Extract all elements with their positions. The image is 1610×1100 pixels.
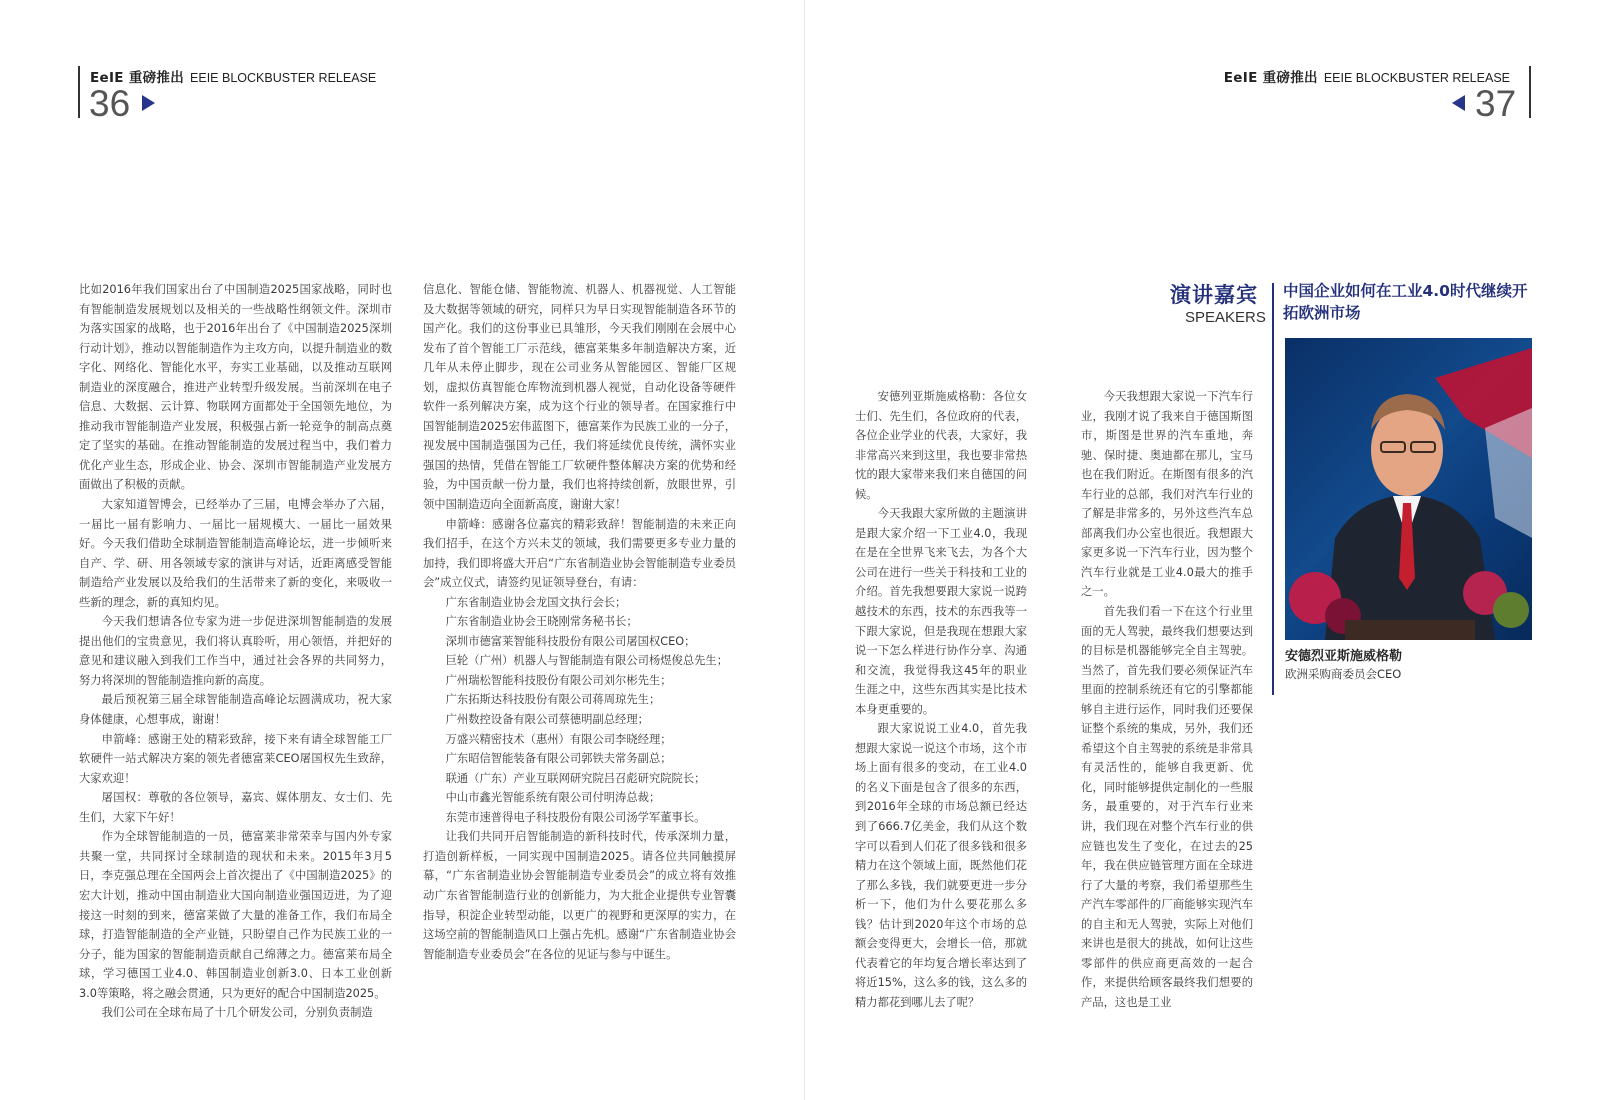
list-item: 广东昭信智能装备有限公司郭铁夫常务副总； <box>445 752 672 766</box>
paragraph: 我们公司在全球布局了十几个研发公司，分别负责制造 <box>101 1006 373 1020</box>
list-item: 广东省制造业协会龙国文执行会长； <box>445 595 627 609</box>
text-column-4 <box>1081 387 1253 1013</box>
title-bar <box>1272 283 1274 695</box>
list-item: 广州数控设备有限公司蔡德明副总经理； <box>445 713 649 727</box>
speaker-name: 安德烈亚斯施威格勒 <box>1285 649 1403 664</box>
paragraph: 申箭峰：感谢王处的精彩致辞，接下来有请全球智能工厂软硬件一站式解决方案的领先者德富莱CEO屠国权先生致辞，大家欢迎！ <box>79 732 392 785</box>
paragraph: 安德列亚斯施威格勒：各位女士们、先生们，各位政府的代表，各位企业学业的代表，大家好，我非常高兴来到这里，我也要非常热忱的跟大家带来我们来自德国的问候。 <box>855 390 1027 501</box>
paragraph: 首先我们看一下在这个行业里面的无人驾驶，最终我们想要达到的目标是机器能够完全自主驾驶。当然了，首先我们要必须保证汽车里面的控制系统还有它的引擎都能够自主进行运作，同时我们还要保证整个系统的集成，另外，我们还希望这个自主驾驶的系统是非常具有灵活性的，能够自我更新、优化，同时能够提供定制化的一些服务，最重要的，对于汽车行业来讲，我们现在对整个汽车行业的供应链也发生了变化，在过去的25年，我在供应链管理方面在全球进行了大量的考察，我们希望那些生产汽车零部件的厂商能够实现汽车的自主和无人驾驶，实际上对他们来讲也是很大的挑战，如何让这些零部件的供应商更高效的一起合作，来提供给顾客最终我们想要的产品，这也是工业 <box>1081 605 1253 1009</box>
paragraph: 今天我想跟大家说一下汽车行业，我刚才说了我来自于德国斯图市，斯图是世界的汽车重地，奔驰、保时捷、奥迪都在那儿，宝马也在我们附近。在斯图有很多的汽车行业的总部，我们对汽车行业的了解是非常多的，另外这些汽车总部离我们办公室也很近。我想跟大家更多说一下汽车行业，因为整个汽车行业就是工业4.0最大的推手之一。 <box>1081 390 1253 599</box>
header-brand-en: EEIE BLOCKBUSTER RELEASE <box>1323 71 1510 85</box>
list-item: 广州瑞松智能科技股份有限公司刘尔彬先生； <box>445 673 672 687</box>
header-rule <box>78 66 80 118</box>
paragraph: 作为全球智能制造的一员，德富莱非常荣幸与国内外专家共聚一堂，共同探讨全球制造的现状和未来。2015年3月5日，李克强总理在全国两会上首次提出了《中国制造2025》的宏大计划，推动中国由制造业大国向制造业强国迈进，为了迎接这一时刻的到来，德富莱做了大量的准备工作，我们布局全球，打造智能制造的全产业链，只盼望自己作为民族工业的一分子，能为国家的智能制造贡献自己绵薄之力。德富莱布局全球，学习德国工业4.0、韩国制造业创新3.0、日本工业创新3.0等策略，将之融会贯通，只为更好的配合中国制造2025。 <box>79 830 392 1000</box>
header-rule <box>1529 66 1531 118</box>
talk-title: 中国企业如何在工业4.0时代继续开拓欧洲市场 <box>1283 282 1528 322</box>
text-column-1 <box>79 280 392 1023</box>
list-item: 广东省制造业协会王晓刚常务秘书长； <box>445 615 638 629</box>
text-column-3 <box>855 387 1027 1013</box>
list-item: 深圳市德富莱智能科技股份有限公司屠国权CEO； <box>445 634 696 648</box>
section-title: 演讲嘉宾 <box>1170 283 1258 307</box>
list-item: 中山市鑫光智能系统有限公司付明涛总裁； <box>445 791 661 805</box>
header-brand: EeIE 重磅推出 <box>90 70 185 86</box>
paragraph: 跟大家说说工业4.0，首先我想跟大家说一说这个市场，这个市场上面有很多的变动，在工业4.0的名义下面是包含了很多的东西，到2016年全球的市场总额已经达到了666.7亿美金，我们从这个数字可以看到人们花了很多钱和很多精力在这个领域上面，既然他们花了那么多钱，我们就要更进一步分析一下，他们为什么要花那么多钱？估计到2020年这个市场的总额会变得更大，会增长一倍，那就代表着它的年均复合增长率达到了将近15%，这么多的钱，这么多的精力都花到哪儿去了呢？ <box>855 722 1027 1009</box>
list-item: 东莞市速普得电子科技股份有限公司汤学军董事长。 <box>445 810 706 824</box>
left-page <box>0 0 804 1100</box>
paragraph: 今天我们想请各位专家为进一步促进深圳智能制造的发展提出他们的宝贵意见，我们将认真聆听，用心领悟，并把好的意见和建议融入到我们工作当中，通过社会各界的共同努力，努力将深圳的智能制造推向新的高度。 <box>79 615 392 687</box>
triangle-right-icon <box>142 95 155 111</box>
header-brand: EeIE 重磅推出 <box>1223 70 1318 86</box>
speaker-role: 欧洲采购商委员会CEO <box>1285 667 1402 681</box>
list-item: 广东拓斯达科技股份有限公司蒋周琼先生； <box>445 693 661 707</box>
triangle-left-icon <box>1452 95 1465 111</box>
paragraph: 申箭峰：感谢各位嘉宾的精彩致辞！智能制造的未来正向我们招手，在这个方兴未艾的领域，我们需要更多专业力量的加持，我们即将盛大开启“广东省制造业协会智能制造专业委员会”成立仪式，请签约见证领导登台，有请： <box>423 517 736 590</box>
header-title <box>90 66 376 86</box>
page-number: 36 <box>89 83 131 124</box>
speaker-portrait-icon <box>1285 338 1532 640</box>
paragraph: 大家知道智博会，已经举办了三届，电博会举办了六届，一届比一届有影响力、一届比一届规模大、一届比一届效果好。今天我们借助全球制造智能制造高峰论坛，进一步倾听来自产、学、研、用各领域专家的演讲与对话，近距离感受智能制造给产业发展以及给我们的生活带来了新的变化，来吸收一些新的理念，新的真知灼见。 <box>79 498 392 609</box>
section-subtitle: SPEAKERS <box>1185 309 1266 326</box>
text-column-2 <box>423 280 736 964</box>
paragraph: 让我们共同开启智能制造的新科技时代，传承深圳力量，打造创新样板，一同实现中国制造2025。请各位共同触摸屏幕，“广东省制造业协会智能制造专业委员会”的成立将有效推动广东省智能制造行业的创新能力，为大批企业提供专业智囊指导，积淀企业转型动能，以更广的视野和更深厚的实力，在这场空前的智能制造风口上强占先机。感谢“广东省制造业协会智能制造专业委员会”在各位的见证与参与中诞生。 <box>423 830 736 961</box>
paragraph: 屠国权：尊敬的各位领导，嘉宾、媒体朋友、女士们、先生们，大家下午好！ <box>79 791 392 824</box>
page-number: 37 <box>1475 83 1517 124</box>
list-item: 联通（广东）产业互联网研究院吕召彪研究院院长； <box>445 771 706 785</box>
paragraph: 信息化、智能仓储、智能物流、机器人、机器视觉、人工智能及大数据等领域的研究，同样只为早日实现智能制造各环节的国产化。我们的这份事业已具雏形，今天我们刚刚在会展中心发布了首个智能工厂示范线，德富莱集多年制造解决方案，近几年从未停止脚步，现在公司业务从智能园区、智能厂区规划，虚拟仿真智能仓库物流到机器人视觉，自动化设备等硬件软件一系列解决方案，成为这个行业的领导者。在国家推行中国智能制造2025宏伟蓝图下，德富莱作为民族工业的一分子，视发展中国制造强国为己任，我们将延续优良传统，满怀实业强国的热情，凭借在智能工厂软硬件整体解决方案的优势和经验，为中国贡献一份力量，我们也将持续创新，放眼世界，引领中国制造迈向全面新高度，谢谢大家！ <box>423 283 736 512</box>
header-title <box>1224 66 1510 86</box>
right-page <box>805 0 1610 1100</box>
header-brand-en: EEIE BLOCKBUSTER RELEASE <box>190 71 377 85</box>
paragraph: 最后预祝第三届全球智能制造高峰论坛圆满成功，祝大家身体健康，心想事成，谢谢！ <box>79 693 392 727</box>
list-item: 万盛兴精密技术（惠州）有限公司李晓经理； <box>445 732 672 746</box>
paragraph: 今天我跟大家所做的主题演讲是跟大家介绍一下工业4.0，我现在是在全世界飞来飞去，为各个大公司在进行一些关于科技和工业的介绍。首先我想要跟大家说一说跨越技术的东西，技术的东西我等一下跟大家说，但是我现在想跟大家说一下怎么样进行协作分享、沟通和交流，我觉得我这45年的职业生涯之中，这些东西其实是比技术本身更重要的。 <box>855 507 1027 716</box>
list-item: 巨轮（广州）机器人与智能制造有限公司杨煜俊总先生； <box>445 654 729 668</box>
paragraph: 比如2016年我们国家出台了中国制造2025国家战略，同时也有智能制造发展规划以及相关的一些战略性纲领文件。深圳市为落实国家的战略，也于2016年出台了《中国制造2025深圳行动计划》，推动以智能制造作为主攻方向，以提升制造业的数字化、网络化、智能化水平，夯实工业基础，以及推动互联网制造业的深度融合，推进产业转型升级发展。当前深圳在电子信息、大数据、云计算、物联网方面都处于全国领先地位，为推动我市智能制造产业发展，积极强占新一轮竞争的制高点奠定了坚实的基础。在推动智能制造的发展过程当中，我们着力优化产业生态，形成企业、协会、深圳市智能制造产业发展方面做出了积极的贡献。 <box>79 283 392 492</box>
speaker-photo <box>1285 338 1532 640</box>
